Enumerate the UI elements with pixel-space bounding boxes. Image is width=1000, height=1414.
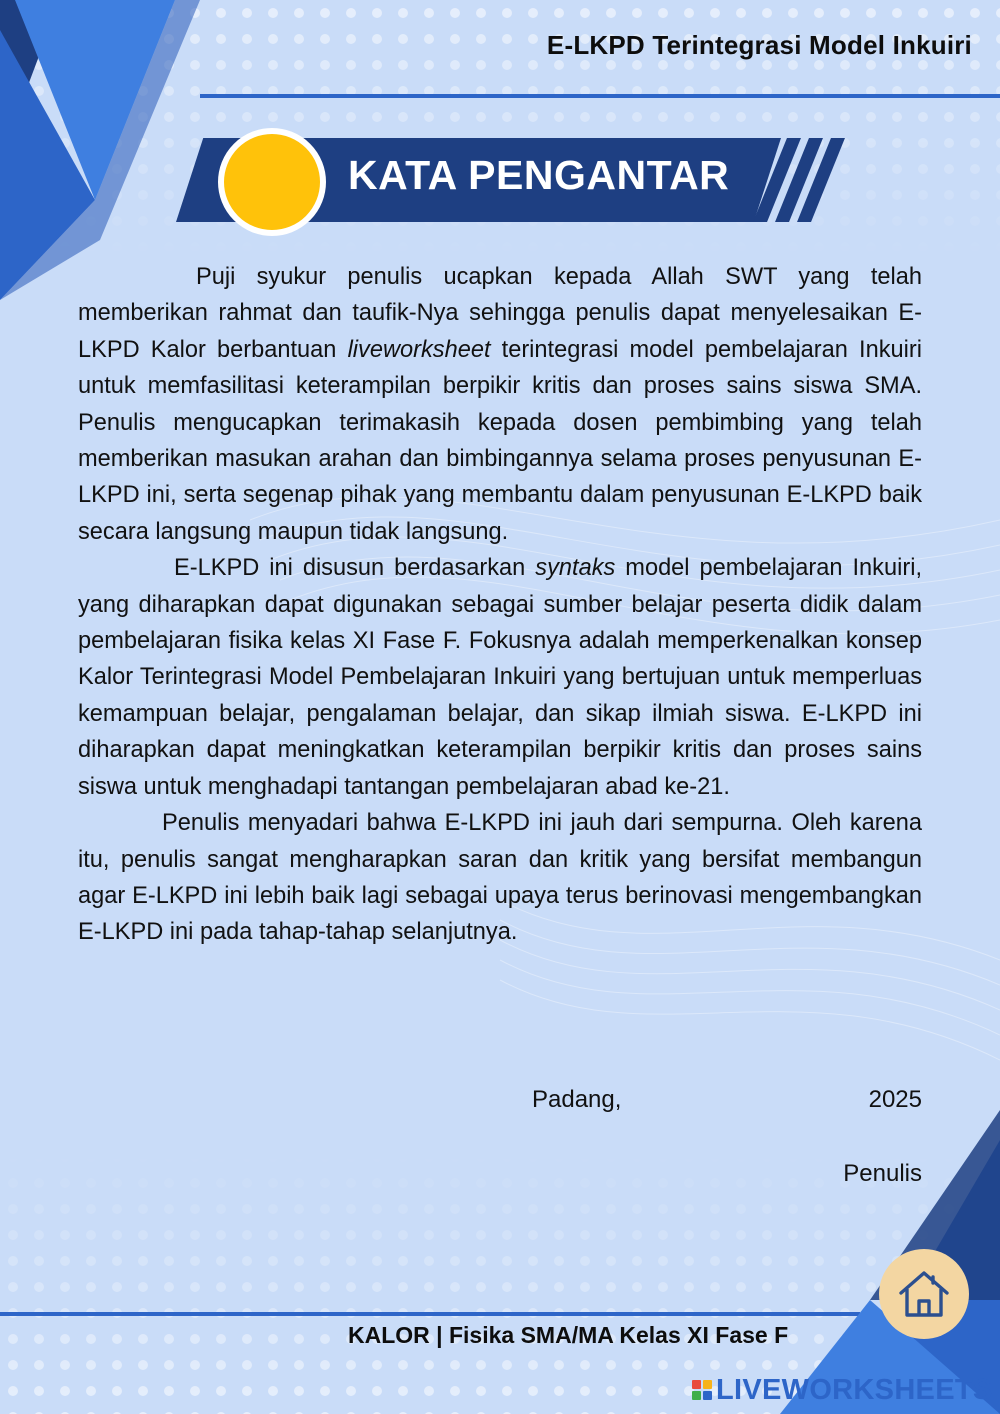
paragraph-2-part-b: model pembelajaran Inkuiri, yang diharapkan dapat digunakan sebagai sumber belajar peserta didik dalam pembelajaran fisika kelas XI Fase F. Fokusnya adalah memperkenalkan konsep Kalor Terintegrasi Model Pembelajaran Inkuiri yang bertujuan untuk memperluas kemampuan belajar, pengalaman belajar, dan sikap ilmiah siswa. E-LKPD ini diharapkan dapat meningkatkan keterampilan berpikir kritis dan proses sains siswa untuk menghadapi tantangan pembelajaran abad ke-21.: [78, 555, 922, 800]
paragraph-1-part-b: terintegrasi model pembelajaran Inkuiri untuk memfasilitasi keterampilan berpikir kritis dan proses sains siswa SMA. Penulis mengucapkan terimakasih kepada dosen pembimbing yang telah memberikan masukan arahan dan bimbingannya selama proses penyusunan E-LKPD ini, serta segenap pihak yang membantu dalam penyusunan E-LKPD baik secara langsung maupun tidak langsung.: [78, 336, 922, 545]
home-icon: [897, 1269, 951, 1319]
body-text: [78, 259, 922, 951]
footer-text: KALOR | Fisika SMA/MA Kelas XI Fase F: [348, 1322, 789, 1348]
watermark-text: LIVEWORKSHEETS: [716, 1374, 993, 1406]
home-button[interactable]: [879, 1249, 969, 1339]
liveworksheets-watermark: [692, 1374, 993, 1406]
paragraph-1: [78, 259, 922, 550]
paragraph-1-emphasis: liveworksheet: [347, 336, 491, 363]
signature-author: Penulis: [843, 1160, 922, 1187]
signature-year: 2025: [868, 1086, 922, 1113]
signature-place: Padang,: [532, 1086, 622, 1113]
page-title: KATA PENGANTAR: [348, 152, 730, 198]
paragraph-3: Penulis menyadari bahwa E-LKPD ini jauh dari sempurna. Oleh karena itu, penulis sangat mengharapkan saran dan kritik yang bersifat membangun agar E-LKPD ini lebih baik lagi sebagai upaya terus berinovasi mengembangkan E-LKPD ini pada tahap-tahap selanjutnya.: [78, 810, 922, 946]
liveworksheets-logo-icon: [692, 1380, 712, 1400]
paragraph-2-part-a: E-LKPD ini disusun berdasarkan: [174, 555, 536, 582]
header-title: E-LKPD Terintegrasi Model Inkuiri: [546, 30, 972, 60]
banner-circle: [218, 128, 326, 236]
paragraph-2-emphasis: syntaks: [535, 555, 616, 582]
paragraph-1-part-a: Puji syukur penulis ucapkan kepada Allah SWT yang telah memberikan rahmat dan taufik-Nya sehingga penulis dapat menyelesaikan E-LKPD Kalor berbantuan: [78, 264, 922, 363]
paragraph-2: [78, 550, 922, 805]
